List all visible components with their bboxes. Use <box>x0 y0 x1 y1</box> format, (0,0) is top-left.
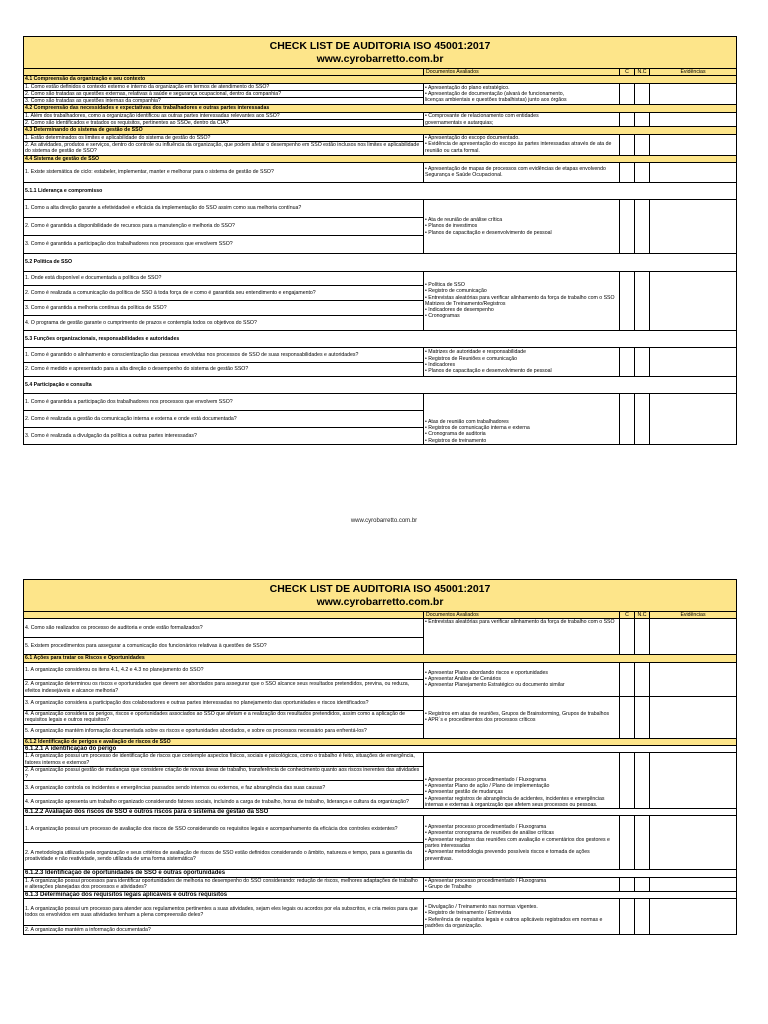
question-item: 3. Como é garantida a participação dos trabalhadores nos processos que envolvem SSO? <box>25 241 233 248</box>
question-group <box>24 272 736 331</box>
conform-checkbox[interactable] <box>620 878 635 891</box>
checklist-page-1 <box>23 36 737 445</box>
question-group <box>24 135 736 156</box>
nonconform-checkbox[interactable] <box>635 113 650 127</box>
question-item: 1. A organização possui processos para identificar oportunidades de melhoria no desempenho do SSO considerando: redução de riscos, melhores adaptações de trabalho e alterações planejadas dos processos e atividades? <box>25 877 418 891</box>
section-header: 5.1.1 Liderança e compromisso <box>24 183 736 200</box>
question-group <box>24 816 736 870</box>
question-item: 1. Onde está disponível e documentada a política de SSO? <box>24 272 423 286</box>
question-item: 1. A organização possui um processo de identificação de riscos que contemple aspectos físicos, sociais e psicológicos, como o trabalho é feito, situações de emergência, fatores internos e externos? <box>24 753 423 767</box>
question-item: 3. A organização controla os incidentes e emergências passados sendo internos ou externos, e faz abrangência das suas causas? <box>24 781 423 795</box>
question-group <box>24 163 736 183</box>
question-item: 3. Como é realizada a divulgação da política a outras partes interessadas? <box>25 432 197 439</box>
documents-cell: • Política de SSO • Registro de comunicação • Entrevistas aleatórias para verificar alinhamento da força de trabalho com o SSO Matrizes de Treinamento/Registros • Indicadores de desempenho • Cronogramas <box>424 272 620 330</box>
evidence-cell[interactable] <box>650 753 736 808</box>
evidence-cell[interactable] <box>650 899 736 934</box>
question-item: 3. Como é garantida a melhoria contínua da política de SSO? <box>24 301 423 316</box>
nonconform-checkbox[interactable] <box>635 878 650 891</box>
question-item: 4. Como são realizados os processo de auditoria e onde estão formalizados? <box>24 619 423 638</box>
nonconform-checkbox[interactable] <box>635 163 650 182</box>
question-item: 2. Como são tratadas as questões externas, relativas à saúde e segurança ocupacional, dentro da companhia? <box>24 91 423 98</box>
website-link[interactable]: www.cyrobarretto.com.br <box>316 53 444 65</box>
question-item: 5. Existem procedimentos para assegurar a comunicação dos funcionários relativas à questões de SSO? <box>25 643 267 650</box>
question-group <box>24 753 736 809</box>
documents-cell: • Apresentação de mapas de processos com evidências de etapas envolvendo Segurança e Saúde Ocupacional. <box>424 163 620 182</box>
question-item: 5. A organização mantém informação documentada sobre os riscos e oportunidades abordados, e sobre os processos necessário para enfrentá-los? <box>25 727 367 734</box>
conform-checkbox[interactable] <box>620 697 635 738</box>
question-group <box>24 84 736 106</box>
nonconform-checkbox[interactable] <box>635 200 650 253</box>
conform-checkbox[interactable] <box>620 272 635 330</box>
document-title: CHECK LIST DE AUDITORIA ISO 45001:2017 <box>269 40 491 52</box>
evidence-cell[interactable] <box>650 663 736 696</box>
question-item: 2. A organização mantém a informação documentada? <box>25 926 151 933</box>
question-item: 2. Como são identificados e tratados os requisitos, pertinentes ao SSOe, dentro da CIA? <box>25 120 229 127</box>
nonconform-checkbox[interactable] <box>635 84 650 105</box>
evidence-cell[interactable] <box>650 200 736 253</box>
conform-checkbox[interactable] <box>620 84 635 105</box>
evidence-cell[interactable] <box>650 84 736 105</box>
documents-cell: • Registros em atas de reuniões, Grupos de Brainstorming, Grupos de trabalhos • APR´s e procedimentos dos processos críticos <box>424 697 620 738</box>
question-item: 3. Como são tratadas as questões internas da companhia? <box>25 98 161 105</box>
question-group <box>24 200 736 254</box>
question-item: 1. A organização possui um processo para atender aos regulamentos pertinentes a suas atividades, sejam eles legais ou acordos por ela subscritos, e cria meios para que todos os envolvidos em suas atividades tenham a plena compreensão deles? <box>24 899 423 926</box>
document-title: CHECK LIST DE AUDITORIA ISO 45001:2017 <box>269 583 491 595</box>
evidence-cell[interactable] <box>650 816 736 869</box>
nonconform-checkbox[interactable] <box>635 697 650 738</box>
section-header: 6.1 Ações para tratar os Riscos e Oportunidades <box>24 655 736 662</box>
question-item: 4. A organização considera os perigos, riscos e oportunidades associados ao SSO que afetam e a realização dos resultados pretendidos, assim como a aplicação de requisitos legais e outros requisitos? <box>24 711 423 725</box>
documents-cell: • Apresentar processo procedimentado / Fluxograma • Apresentar Plano de ação / Plano de implementação • Apresentar gestão de mudanças • Apresentar registros de abrangência de acidentes, incidentes e emergências internas e externas à organização que afetem seus processos ou pessoas. <box>424 753 620 808</box>
question-item: 4. A organização apresenta um trabalho organizado considerando fatores sociais, incluindo a carga de trabalho, horas de trabalho, liderança e cultura da organização? <box>25 798 409 805</box>
question-item: 3. A organização considera a participação dos colaboradores e outras partes interessadas no planejamento das oportunidades e riscos identificados? <box>24 697 423 711</box>
documents-cell: • Matrizes de autoridade e responsabilidade • Registros de Reuniões e comunicação • Indicadores • Planos de capacitação e desenvolvimento de pessoal <box>424 348 620 376</box>
conform-checkbox[interactable] <box>620 619 635 654</box>
nonconform-checkbox[interactable] <box>635 816 650 869</box>
question-item: 2. Como é realizada a gestão da comunicação interna e externa e onde está documentada? <box>24 411 423 428</box>
documents-cell: • Atas de reunião com trabalhadores • Registros de comunicação interna e externa • Cronograma de auditoria • Registros de treinamento <box>424 394 620 444</box>
question-item: 2. As atividades, produtos e serviços, dentro do controle ou influência da organização, que podem afetar o desempenho em SSO estão inclusos nos limites e aplicabilidade do sistema de gestão de SSO? <box>25 141 420 155</box>
col-docs-header: Documentos Avaliados <box>424 612 620 618</box>
evidence-cell[interactable] <box>650 348 736 376</box>
question-item: 1. A organização considerou os itens 4.1, 4.2 e 4.3 no planejamento do SSO? <box>24 663 423 680</box>
question-group <box>24 663 736 697</box>
section-header: 4.3 Determinando do sistema de gestão de SSO <box>24 127 736 134</box>
documents-cell: • Ata de reunião de análise crítica • Planos de investimos • Planos de capacitação e desenvolvimento de pessoal <box>424 200 620 253</box>
evidence-cell[interactable] <box>650 697 736 738</box>
conform-checkbox[interactable] <box>620 135 635 155</box>
evidence-cell[interactable] <box>650 619 736 654</box>
conform-checkbox[interactable] <box>620 663 635 696</box>
col-evidence-header: Evidências <box>680 69 706 75</box>
conform-checkbox[interactable] <box>620 348 635 376</box>
question-item: 1. Como é garantido o alinhamento e conscientização das pessoas envolvidas nos processos de SSO de suas responsabilidades e autoridades? <box>24 348 423 363</box>
documents-cell: • Apresentar processo procedimentado / Fluxograma • Apresentar cronograma de reuniões de análise críticas • Apresentar registros das reuniões com avaliação e comentários dos gestores e partes interessadas • Apresentar metodologia prevendo possíveis riscos e tomada de ações preventivas. <box>424 816 620 869</box>
website-link[interactable]: www.cyrobarretto.com.br <box>316 596 444 608</box>
question-item: 2. Como é garantida a disponibilidade de recursos para a manutenção e melhoria do SSO? <box>24 218 423 236</box>
col-docs-header: Documentos Avaliados <box>424 69 620 75</box>
question-group <box>24 619 736 655</box>
question-group <box>24 113 736 128</box>
nonconform-checkbox[interactable] <box>635 619 650 654</box>
section-header: 5.4 Participação e consulta <box>24 377 736 394</box>
question-item: 1. Existe sistemática de ciclo: estabeler, implementar, manter e melhorar para o sistema de gestão de SSO? <box>25 169 274 176</box>
nonconform-checkbox[interactable] <box>635 753 650 808</box>
col-evidence-header: Evidências <box>680 612 706 618</box>
conform-checkbox[interactable] <box>620 163 635 182</box>
section-header: 5.3 Funções organizacionais, responsabilidades e autoridades <box>24 331 736 348</box>
conform-checkbox[interactable] <box>620 200 635 253</box>
page-footer: www.cyrobarretto.com.br <box>350 518 418 524</box>
nonconform-checkbox[interactable] <box>635 394 650 444</box>
question-item: 1. Como a alta direção garante a efetividadeé e eficácia da implementação do SSO assim como sua melhoria contínua? <box>24 200 423 218</box>
section-header: 5.2 Política de SSO <box>24 254 736 272</box>
evidence-cell[interactable] <box>650 272 736 330</box>
page-header <box>24 580 736 612</box>
question-item: 1. Como estão definidos o contexto externo e interno da organização em termos de atendimento do SSO? <box>24 84 423 91</box>
col-c-header: C <box>620 69 635 75</box>
evidence-cell[interactable] <box>650 113 736 127</box>
checklist-page-2 <box>23 579 737 935</box>
subsection-header: 6.1.2.3 Identificação de oportunidades de SSO e outras oportunidades <box>24 870 736 877</box>
question-item: 2. Como é medido e apresentado para a alta direção o desempenho do sistema de gestão SSO? <box>25 366 249 373</box>
documents-cell: • Apresentação do escopo documentado. • Evidência de apresentação do escopo às partes interessadas através de ata de reunião ou carta formal. <box>424 135 620 155</box>
conform-checkbox[interactable] <box>620 816 635 869</box>
col-nc-header: N.C <box>635 69 650 75</box>
evidence-cell[interactable] <box>650 394 736 444</box>
documents-cell: • Apresentar processo procedimentado / Fluxograma • Grupo de Trabalho <box>424 878 620 891</box>
conform-checkbox[interactable] <box>620 113 635 127</box>
subsection-header: 6.1.3 Determinação dos requisitos legais aplicáveis e outros requisitos <box>24 892 736 899</box>
subsection-header: 6.1.2.1 A identificação do perigo <box>24 746 736 753</box>
conform-checkbox[interactable] <box>620 899 635 934</box>
question-group <box>24 394 736 444</box>
question-item: 1. Além dos trabalhadores, como a organização identificou as outras partes interessadas relevantes aos SSO? <box>24 113 423 120</box>
documents-cell: • Comprovante de relacionamento com entidades governamentais e autarquias; <box>424 113 620 127</box>
question-item: 2. A metodologia utilizada pela organização e seus critérios de avaliação de riscos de SSO estão definidos considerando o âmbito, natureza e tempo, para a garantia da proatividade e não reatividade, sendo utilizada de uma forma sistemática? <box>25 850 412 863</box>
question-item: 1. Como é garantida a participação dos trabalhadores nos processos que envolvem SSO? <box>24 394 423 411</box>
nonconform-checkbox[interactable] <box>635 272 650 330</box>
question-item: 1. Estão determinados os limites e aplicabilidade do sistema de gestão do SSO? <box>24 135 423 142</box>
question-item: 1. A organização possui um processo de avaliação dos riscos de SSO considerando os requisitos legais e acompanhamento da eficácia dos controles existentes? <box>24 816 423 843</box>
question-group <box>24 899 736 935</box>
section-header: 4.2 Compreensão das necessidades e expectativas dos trabalhadores e outras partes interessadas <box>24 105 736 112</box>
nonconform-checkbox[interactable] <box>635 899 650 934</box>
question-item: 2. A organização possui gestão de mudanças que considere criação de novas áreas de trabalho, transferência de conhecimento quanto aos riscos inerentes das atividades ? <box>24 767 423 781</box>
question-item: 2. Como é realizada a comunicação da política de SSO à toda força de e como é garantida seu entendimento e engajamento? <box>24 286 423 301</box>
question-group <box>24 697 736 739</box>
question-group <box>24 348 736 377</box>
col-c-header: C <box>620 612 635 618</box>
col-nc-header: N.C <box>635 612 650 618</box>
nonconform-checkbox[interactable] <box>635 348 650 376</box>
documents-cell: • Divulgação / Treinamento nas normas vigentes. • Registro de treinamento / Entrevista • Referência de requisitos legais e outros aplicáveis registrados em normas e padrões da organização. <box>424 899 620 934</box>
table-header <box>24 612 736 619</box>
conform-checkbox[interactable] <box>620 394 635 444</box>
evidence-cell[interactable] <box>650 878 736 891</box>
nonconform-checkbox[interactable] <box>635 663 650 696</box>
nonconform-checkbox[interactable] <box>635 135 650 155</box>
section-header: 6.1.2 Identificação de perigos e avaliação de riscos de SSO <box>24 739 736 746</box>
question-item: 4. O programa de gestão garante o cumprimento de prazos e contempla todos os objetivos do SSO? <box>25 319 257 326</box>
conform-checkbox[interactable] <box>620 753 635 808</box>
subsection-header: 6.1.2.2 Avaliação dos riscos de SSO e outros riscos para o sistema de gestão da SSO <box>24 809 736 816</box>
page-header <box>24 37 736 69</box>
documents-cell: • Apresentar Plano abordando riscos e oportunidades • Apresentar Análise de Cenários • Apresentar Planejamento Estratégico ou documento similar <box>424 663 620 696</box>
documents-cell: • Apresentação do plano estratégico. • Apresentação de documentação (alvará de funcionamento, licenças ambientais e questões trabalhistas) junto aos órgãos <box>424 84 620 105</box>
section-header: 4.1 Compreensão da organização e seu contexto <box>24 76 736 83</box>
evidence-cell[interactable] <box>650 163 736 182</box>
documents-cell: • Entrevistas aleatórias para verificar alinhamento da força de trabalho com o SSO <box>424 619 620 654</box>
evidence-cell[interactable] <box>650 135 736 155</box>
table-header <box>24 69 736 76</box>
section-header: 4.4 Sistema de gestão de SSO <box>24 156 736 163</box>
question-group <box>24 878 736 892</box>
question-item: 2. A organização determinou os riscos e oportunidades que devem ser abordados para assegurar que o SSO alcance seus resultados pretendidos, previna, ou reduza, efeitos indesejáveis e alcance melhoria? <box>25 681 410 694</box>
